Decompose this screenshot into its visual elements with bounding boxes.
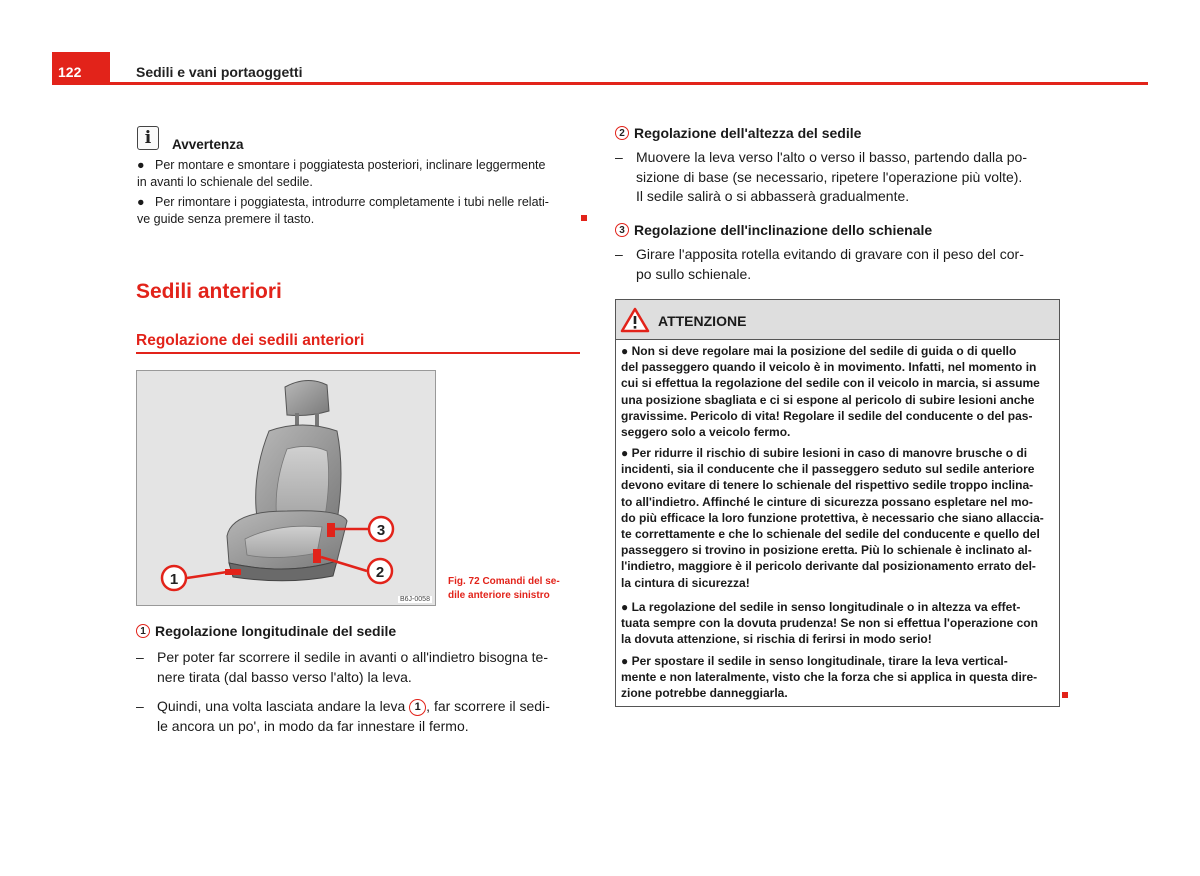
warning-line: cui si effettua la regolazione del sedile con il veicolo in marcia, si assume: [621, 376, 1040, 391]
section-heading-3: [615, 222, 932, 238]
section-heading-1: [136, 623, 396, 639]
warning-item: [621, 343, 1053, 440]
section-heading-text: Regolazione longitudinale del sedile: [155, 623, 397, 639]
instruction-line: nere tirata (dal basso verso l'alto) la leva.: [157, 668, 412, 685]
note-text: Per montare e smontare i poggiatesta posteriori, inclinare leggermente: [154, 158, 546, 172]
warning-line: mente e non lateralmente, visto che la forza che si applica in questa dire-: [621, 670, 1038, 685]
warning-line: to all'indietro. Affinché le cinture di sicurezza possano espletare nel mo-: [621, 494, 1033, 509]
instruction-text: Quindi, una volta lasciata andare la leva: [157, 698, 406, 714]
warning-line: l'indietro, maggiore è il pericolo derivante dal posizionamento errato del-: [621, 559, 1036, 574]
warning-line: del passeggero quando il veicolo è in movimento. Infatti, nel momento in: [621, 360, 1037, 375]
note-title: Avvertenza: [172, 137, 244, 152]
instruction-text: , far scorrere il sedi-: [426, 698, 550, 714]
instruction-line: sizione di base (se necessario, ripetere l'operazione più volte).: [636, 168, 1023, 185]
warning-item: [621, 599, 1053, 648]
warning-line: la cintura di sicurezza!: [621, 575, 750, 590]
instruction-line: Muovere la leva verso l'alto o verso il basso, partendo dalla po-: [636, 149, 1027, 165]
note-item: [137, 194, 577, 228]
section-heading-text: Regolazione dell'inclinazione dello schienale: [634, 222, 933, 238]
callout-1: [162, 566, 186, 590]
inline-number-badge: 1: [409, 699, 426, 716]
warning-line: ● Per ridurre il rischio di subire lesioni in caso di manovre brusche o di: [621, 446, 1028, 460]
note-text: Per rimontare i poggiatesta, introdurre completamente i tubi nelle relati-: [154, 195, 549, 209]
warning-line: ● La regolazione del sedile in senso longitudinale o in altezza va effet-: [621, 600, 1021, 614]
warning-line: passeggero si trovino in posizione eretta. Più lo schienale è inclinato al-: [621, 543, 1032, 558]
warning-item: [621, 445, 1053, 591]
figure-code: B6J-0058: [400, 596, 430, 603]
note-line: in avanti lo schienale del sedile.: [137, 175, 313, 189]
note-line: [137, 157, 577, 174]
section-title: Sedili anteriori: [136, 280, 282, 303]
number-badge: 1: [136, 624, 150, 638]
warning-triangle-icon: [620, 307, 650, 338]
callout-label: 2: [375, 564, 385, 581]
warning-line: la dovuta attenzione, si rischia di ferirsi in modo serio!: [621, 632, 932, 647]
bullet: ●: [137, 158, 145, 172]
seat-illustration: [137, 371, 436, 606]
dash: –: [136, 649, 144, 665]
warning-line: do più efficace la loro funzione protettiva, è necessario che siano allaccia-: [621, 510, 1044, 525]
warning-title: ATTENZIONE: [658, 313, 747, 329]
end-mark: [581, 215, 587, 221]
instruction-line: Il sedile salirà o si abbasserà gradualmente.: [636, 188, 910, 204]
warning-line: ● Non si deve regolare mai la posizione del sedile di guida o di quello: [621, 344, 1017, 358]
note-line: [137, 194, 577, 211]
number-badge: 2: [615, 126, 629, 140]
dash: –: [136, 698, 144, 714]
warning-item: [621, 653, 1053, 702]
running-header-title: Sedili e vani portaoggetti: [136, 64, 303, 80]
warning-line: devono evitare di tenere lo schienale del rispettivo sedile troppo inclina-: [621, 478, 1034, 493]
dash: –: [615, 246, 623, 262]
note-item: [137, 157, 577, 191]
instruction-line: Girare l'apposita rotella evitando di gravare con il peso del cor-: [636, 246, 1024, 262]
info-icon: i: [137, 126, 159, 150]
section-subtitle: Regolazione dei sedili anteriori: [136, 332, 365, 349]
seat-figure: [136, 370, 436, 606]
number-badge: 3: [615, 223, 629, 237]
section-heading-2: [615, 125, 861, 141]
warning-line: ● Per spostare il sedile in senso longitudinale, tirare la leva vertical-: [621, 654, 1008, 668]
page-number: 122: [58, 64, 82, 80]
figure-caption-line: Fig. 72 Comandi del se-: [448, 576, 560, 587]
callout-label: 3: [376, 522, 386, 539]
warning-line: tuata sempre con la dovuta prudenza! Se non si effettua l'operazione con: [621, 616, 1038, 631]
warning-line: una posizione sbagliata e ci si espone al pericolo di subire lesioni anche: [621, 392, 1035, 407]
instruction-line: po sullo schienale.: [636, 265, 752, 282]
warning-line: incidenti, sia il conducente che il passeggero seduto sul sedile anteriore: [621, 462, 1035, 477]
subtitle-rule: [136, 352, 580, 354]
section-heading-text: Regolazione dell'altezza del sedile: [634, 125, 862, 141]
instruction-line: [157, 697, 577, 717]
warning-line: gravissime. Pericolo di vita! Regolare il sedile del conducente o del pas-: [621, 408, 1033, 423]
header-rule: [52, 82, 1148, 85]
dash: –: [615, 149, 623, 165]
end-mark: [1062, 692, 1068, 698]
warning-line: te correttamente e che lo schienale del sedile del conducente e quello del: [621, 527, 1040, 542]
figure-caption-line: dile anteriore sinistro: [448, 590, 550, 601]
callout-2: [368, 559, 392, 583]
callout-3: [369, 517, 393, 541]
callout-label: 1: [169, 571, 179, 588]
instruction-line: Per poter far scorrere il sedile in avanti o all'indietro bisogna te-: [157, 649, 548, 665]
warning-line: seggero solo a veicolo fermo.: [621, 425, 791, 440]
instruction-line: le ancora un po', in modo da far innestare il fermo.: [157, 717, 469, 734]
note-line: ve guide senza premere il tasto.: [137, 212, 315, 226]
bullet: ●: [137, 195, 145, 209]
warning-line: zione potrebbe danneggiarla.: [621, 686, 788, 701]
